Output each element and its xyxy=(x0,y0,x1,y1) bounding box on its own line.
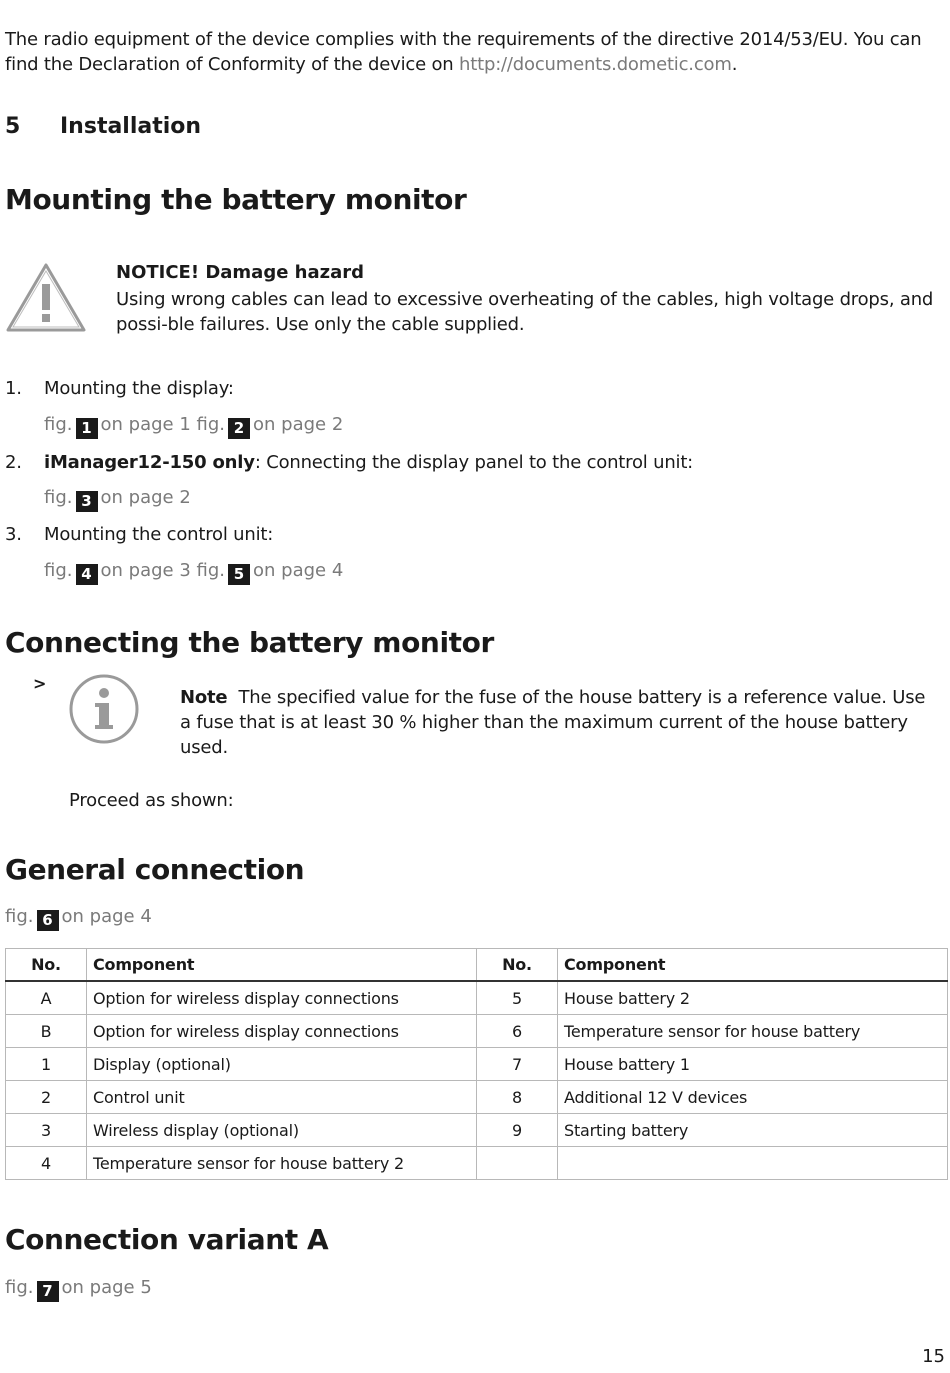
table-row xyxy=(6,1015,948,1048)
step-text: Mounting the display: xyxy=(44,378,234,399)
page-ref: on page 2 xyxy=(253,414,344,435)
step-number: 3. xyxy=(5,524,22,545)
section-title: Installation xyxy=(60,114,202,139)
table-cell: A xyxy=(6,981,87,1015)
table-cell: 7 xyxy=(477,1048,558,1081)
page-number: 15 xyxy=(922,1346,945,1367)
figure-number-box: 1 xyxy=(76,418,98,439)
warning-icon xyxy=(5,262,87,334)
table-cell: 1 xyxy=(6,1048,87,1081)
table-cell: B xyxy=(6,1015,87,1048)
table-cell: Temperature sensor for house battery xyxy=(558,1015,948,1048)
figure-number-box: 4 xyxy=(76,564,98,585)
table-cell xyxy=(477,1147,558,1180)
table-cell: Wireless display (optional) xyxy=(87,1114,477,1147)
mounting-heading: Mounting the battery monitor xyxy=(5,183,467,216)
note-block xyxy=(180,685,940,760)
fig-label: fig. xyxy=(196,414,226,435)
table-cell: 9 xyxy=(477,1114,558,1147)
table-cell: 4 xyxy=(6,1147,87,1180)
column-header: Component xyxy=(87,949,477,982)
column-header: No. xyxy=(6,949,87,982)
notice-title: NOTICE! Damage hazard xyxy=(116,262,365,283)
connecting-heading: Connecting the battery monitor xyxy=(5,626,494,659)
notice-text: Using wrong cables can lead to excessive overheating of the cables, high voltage drops, and possi-ble failures. Use only the cable supplied. xyxy=(116,289,934,335)
figure-number-box: 3 xyxy=(76,491,98,512)
column-header: Component xyxy=(558,949,948,982)
section-number: 5 xyxy=(5,114,21,139)
table-header-row xyxy=(6,949,948,982)
fig-label: fig. xyxy=(44,560,73,581)
table-cell: 5 xyxy=(477,981,558,1015)
figure-number-box: 5 xyxy=(228,564,250,585)
table-row xyxy=(6,1147,948,1180)
note-text: The specified value for the fuse of the house battery is a reference value. Use a fuse that is at least 30 % higher than the maximum current of the house battery used. xyxy=(180,687,926,758)
fig-label: fig. xyxy=(44,414,73,435)
table-cell: Additional 12 V devices xyxy=(558,1081,948,1114)
figure-reference xyxy=(5,1277,152,1302)
column-header: No. xyxy=(477,949,558,982)
page-ref: on page 2 xyxy=(100,487,191,508)
intro-text-end: . xyxy=(731,54,738,75)
variant-a-heading: Connection variant A xyxy=(5,1223,329,1256)
table-cell: Display (optional) xyxy=(87,1048,477,1081)
figure-reference xyxy=(44,414,343,439)
table-cell: 8 xyxy=(477,1081,558,1114)
step-number: 1. xyxy=(5,378,22,399)
table-cell: House battery 1 xyxy=(558,1048,948,1081)
figure-number-box: 6 xyxy=(37,910,59,931)
intro-paragraph xyxy=(5,27,935,77)
page-ref: on page 1 xyxy=(100,414,191,435)
table-cell: House battery 2 xyxy=(558,981,948,1015)
table-row xyxy=(6,1114,948,1147)
doc-link[interactable]: http://documents.dometic.com xyxy=(459,54,732,75)
fig-label: fig. xyxy=(44,487,73,508)
figure-reference xyxy=(5,906,152,931)
figure-reference xyxy=(44,560,343,585)
page-ref: on page 4 xyxy=(253,560,344,581)
info-icon xyxy=(68,673,140,745)
table-cell: Option for wireless display connections xyxy=(87,981,477,1015)
step-bold: iManager12-150 only xyxy=(44,452,255,473)
general-heading: General connection xyxy=(5,853,305,886)
table-cell: 3 xyxy=(6,1114,87,1147)
table-cell: Option for wireless display connections xyxy=(87,1015,477,1048)
fig-label: fig. xyxy=(196,560,226,581)
table-cell: 2 xyxy=(6,1081,87,1114)
page-ref: on page 5 xyxy=(61,1277,152,1298)
page-ref: on page 3 xyxy=(100,560,191,581)
arrow-marker: > xyxy=(33,674,47,693)
note-label: Note xyxy=(180,687,228,708)
table-row xyxy=(6,981,948,1015)
intro-text: The radio equipment of the device complies with the requirements of the directive 2014/53/EU. You can find the Declaration of Conformity of the device on xyxy=(5,29,922,75)
table-cell xyxy=(558,1147,948,1180)
table-cell: Temperature sensor for house battery 2 xyxy=(87,1147,477,1180)
figure-number-box: 7 xyxy=(37,1281,59,1302)
component-table xyxy=(5,948,948,1180)
fig-label: fig. xyxy=(5,1277,34,1298)
step-text: Mounting the control unit: xyxy=(44,524,274,545)
table-cell: Starting battery xyxy=(558,1114,948,1147)
table-cell: 6 xyxy=(477,1015,558,1048)
figure-number-box: 2 xyxy=(228,418,250,439)
proceed-text: Proceed as shown: xyxy=(69,790,234,811)
step-text-rest: : Connecting the display panel to the control unit: xyxy=(254,452,694,473)
step-text xyxy=(44,450,693,475)
step-number: 2. xyxy=(5,452,22,473)
table-row xyxy=(6,1081,948,1114)
fig-label: fig. xyxy=(5,906,34,927)
table-row xyxy=(6,1048,948,1081)
figure-reference xyxy=(44,487,191,512)
table-cell: Control unit xyxy=(87,1081,477,1114)
page-ref: on page 4 xyxy=(61,906,152,927)
